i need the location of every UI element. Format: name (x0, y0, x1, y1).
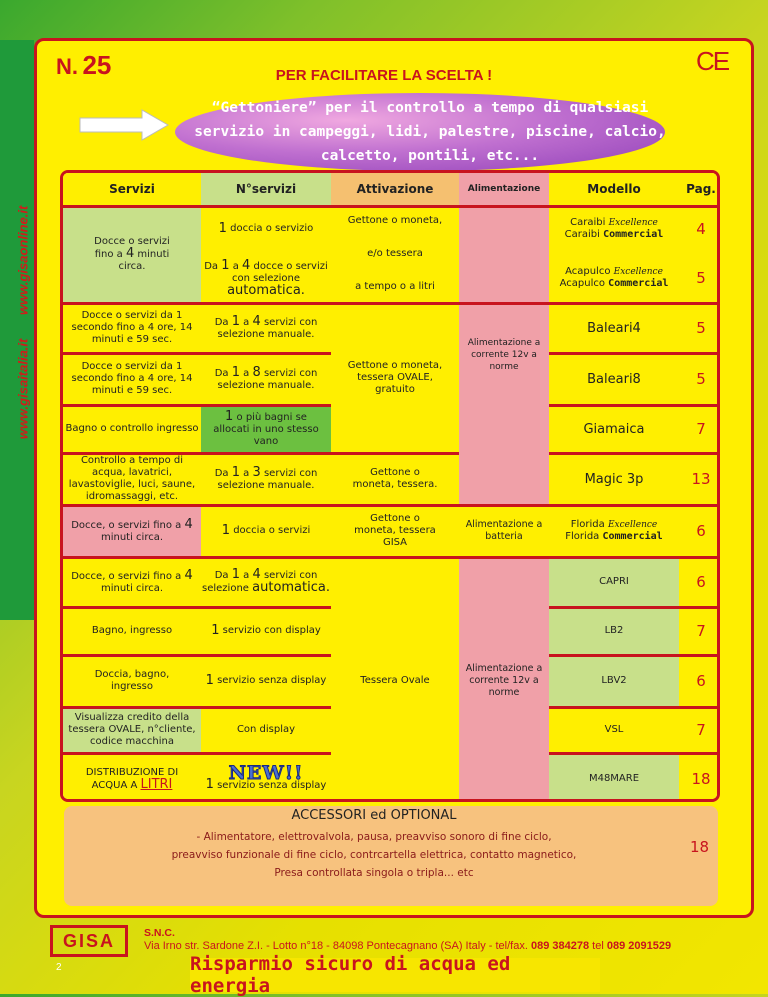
r6-pag: 6 (696, 522, 706, 540)
arrow-right-icon (78, 108, 170, 142)
slogan: Risparmio sicuro di acqua ed energia (190, 958, 600, 992)
r7-servizi: Docce, o servizi fino a 4 minuti circa. (71, 567, 193, 594)
accessori-body: - Alimentatore, elettrovalvola, pausa, preavviso sonoro di fine ciclo, preavviso funzionale di fine ciclo, contrcartella elettrica, contatto magnetico, Presa controllata singola o tripla... etc (171, 831, 577, 879)
site-gisaitalia[interactable]: www.gisaitalia.it (15, 338, 31, 440)
r10-pag: 7 (696, 721, 706, 739)
col-servizi: Servizi (63, 173, 201, 205)
r7-modello: CAPRI (549, 557, 679, 607)
r6-alimentazione: Alimentazione a batteria (459, 505, 549, 557)
r2-pag: 5 (696, 319, 706, 337)
site-gisaonline[interactable]: www.gisaonline.it (15, 205, 31, 316)
r10-nservizi: Con display (236, 724, 296, 735)
ce-mark-icon: CE (696, 46, 729, 76)
r3-attivazione: Gettone o moneta, tessera OVALE, gratuito (347, 360, 443, 395)
r11-servizi: DISTRIBUZIONE DI ACQUA A LITRI (85, 766, 179, 792)
r4-nservizi: 1 o più bagni se allocati in uno stesso vano (201, 405, 331, 453)
alimentazione-corrente: Alimentazione a corrente 12v a norme (467, 338, 541, 372)
r1-pag-a: 4 (696, 220, 706, 238)
r5-servizi: Controllo a tempo di acqua, lavatrici, lavastoviglie, luci, saune, idromassaggi, etc. (68, 455, 196, 502)
r1-pag-b: 5 (696, 269, 706, 287)
r9-pag: 6 (696, 672, 706, 690)
product-table (60, 170, 720, 802)
page-title: PER FACILITARE LA SCELTA ! (275, 67, 493, 84)
banner-text: “Gettoniere” per il controllo a tempo di qualsiasi servizio in campeggi, lidi, palestre, piscine, calcio, calcetto, pontili, etc... (194, 100, 666, 164)
col-nservizi: N°servizi (201, 173, 331, 205)
r1-nservizi-a: 1 doccia o servizio (218, 221, 314, 236)
r8-pag: 7 (696, 622, 706, 640)
col-modello: Modello (549, 173, 679, 205)
r9-alimentazione: Alimentazione a corrente 12v a norme (465, 663, 543, 698)
issue-number: N. 25 (56, 50, 112, 80)
r4-servizi: Bagno o controllo ingresso (65, 423, 199, 434)
company-type: S.N.C. (144, 927, 175, 939)
company-address: Via Irno str. Sardone Z.I. - Lotto n°18 - 84098 Pontecagnano (SA) Italy - tel/fax. 089 384278 tel 089 2091529 (144, 940, 672, 952)
r3-nservizi: Da 1 a 8 servizi con selezione manuale. (214, 364, 318, 391)
r11-modello: M48MARE (549, 753, 679, 802)
r9-nservizi: 1 servizio senza display (205, 673, 327, 688)
r2-nservizi: Da 1 a 4 servizi con selezione manuale. (214, 313, 318, 340)
page-number: 2 (56, 962, 62, 973)
r5-attivazione: Gettone o moneta, tessera. (352, 467, 438, 490)
side-websites (16, 88, 31, 558)
r6-modello: Florida Excellence Florida Commercial (565, 519, 663, 542)
r2-modello: Baleari4 (587, 320, 641, 336)
r3-modello: Baleari8 (587, 371, 641, 387)
r3-servizi: Docce o servizi da 1 secondo fino a 4 ore, 14 minuti e 59 sec. (71, 361, 193, 396)
r7-nservizi: Da 1 a 4 servizi con selezione automatica. (202, 567, 330, 595)
r2-servizi: Docce o servizi da 1 secondo fino a 4 ore, 14 minuti e 59 sec. (71, 310, 193, 345)
r10-modello: VSL (604, 724, 624, 735)
r8-nservizi: 1 servizio con display (211, 623, 321, 638)
col-alimentazione: Alimentazione (459, 173, 549, 205)
r4-modello: Giamaica (583, 421, 645, 437)
r9-servizi: Doccia, bagno, ingresso (94, 669, 170, 692)
col-attivazione: Attivazione (331, 173, 459, 205)
r1-servizi: Docce o servizi fino a 4 minuti circa. (63, 205, 201, 303)
accessori-pag: 18 (690, 838, 710, 856)
accessori-title: ACCESSORI ed OPTIONAL (291, 808, 457, 823)
r1-attivazione: Gettone o moneta, e/o tessera a tempo o a litri (347, 215, 443, 292)
r6-servizi: Docce, o servizi fino a 4 minuti circa. (63, 505, 201, 557)
r6-attivazione: Gettone o moneta, tessera GISA (354, 513, 436, 548)
r1-nservizi-b: Da 1 a 4 docce o servizi con selezione automatica. (204, 257, 328, 298)
r5-nservizi: Da 1 a 3 servizi con selezione manuale. (214, 464, 318, 491)
new-badge: NEW!! (228, 761, 304, 784)
r8-modello: LB2 (549, 607, 679, 655)
r5-modello: Magic 3p (584, 471, 644, 487)
r3-pag: 5 (696, 370, 706, 388)
r11-nservizi: NEW!! 1 servizio senza display (205, 761, 327, 792)
col-pag: Pag. (679, 173, 720, 205)
r7-pag: 6 (696, 573, 706, 591)
r1-modello-b: Acapulco Excellence Acapulco Commercial (559, 266, 669, 289)
r9-modello: LBV2 (549, 655, 679, 707)
r8-servizi: Bagno, ingresso (91, 625, 173, 636)
r1-modello-a: Caraibi Excellence Caraibi Commercial (564, 217, 664, 240)
gisa-logo: GISA (50, 925, 128, 957)
r4-pag: 7 (696, 420, 706, 438)
r5-pag: 13 (691, 470, 711, 488)
r6-nservizi: 1 doccia o servizi (221, 523, 311, 538)
r9-attivazione: Tessera Ovale (360, 675, 430, 686)
r10-servizi: Visualizza credito della tessera OVALE, n°cliente, codice macchina (63, 707, 201, 753)
r11-pag: 18 (691, 770, 711, 788)
